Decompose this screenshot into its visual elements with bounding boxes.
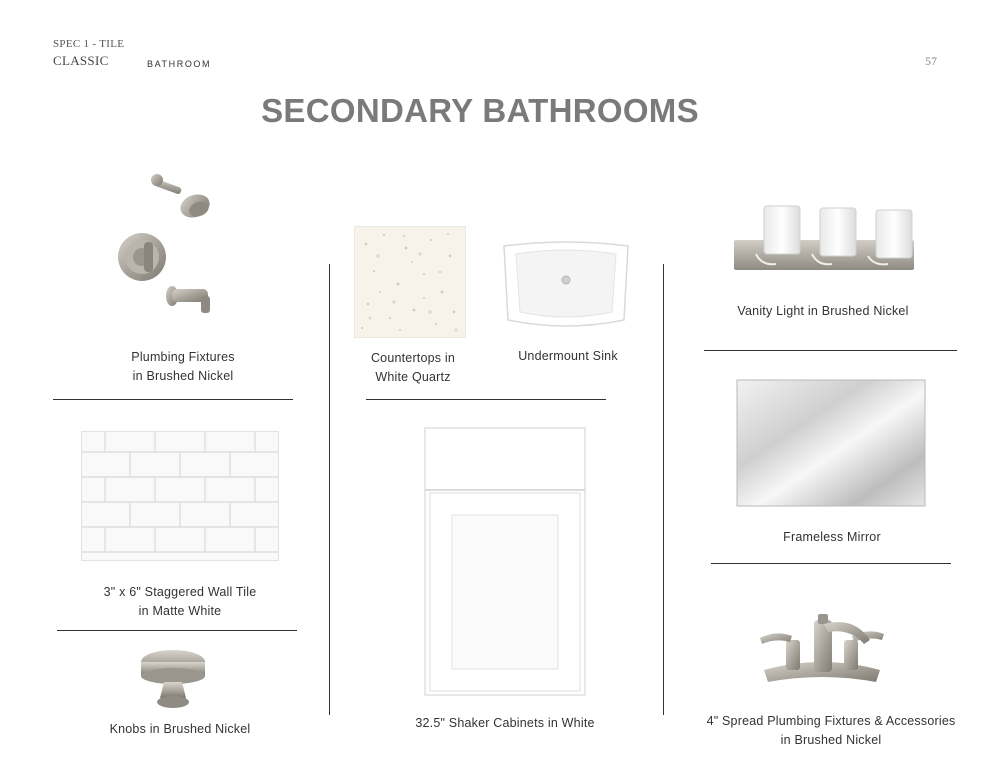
vanity-light-image (732, 204, 916, 278)
faucet-line2: in Brushed Nickel (780, 733, 882, 747)
wall-tile-line2: in Matte White (138, 604, 222, 618)
divider-right (663, 264, 664, 715)
quartz-swatch-image (354, 226, 466, 338)
rule-mirror (711, 563, 951, 564)
faucet-line1: 4" Spread Plumbing Fixtures & Accessories (706, 714, 956, 728)
undermount-sink-image (498, 238, 634, 334)
bathroom-faucet-image (756, 610, 888, 686)
plumbing-fixtures-line1: Plumbing Fixtures (131, 350, 235, 364)
plumbing-fixtures-line2: in Brushed Nickel (132, 369, 234, 383)
rule-vanity-light (704, 350, 957, 351)
frameless-mirror-image (736, 379, 926, 507)
divider-left (329, 264, 330, 715)
cabinets-caption: 32.5" Shaker Cabinets in White (415, 716, 595, 730)
knobs-caption: Knobs in Brushed Nickel (109, 722, 251, 736)
plumbing-fixtures-image (110, 168, 220, 324)
page-title: SECONDARY BATHROOMS (261, 92, 699, 129)
wall-tile-caption (66, 583, 294, 621)
shaker-cabinet-image (424, 427, 586, 697)
mirror-caption: Frameless Mirror (783, 530, 881, 544)
faucet-caption (694, 712, 968, 750)
spec-label: SPEC 1 - TILE (53, 38, 125, 50)
classic-label: CLASSIC (53, 53, 109, 68)
page-number: 57 (925, 54, 937, 68)
category-label: BATHROOM (147, 59, 212, 69)
vanity-light-caption: Vanity Light in Brushed Nickel (737, 304, 909, 318)
plumbing-fixtures-caption (73, 348, 293, 386)
sink-caption: Undermount Sink (518, 349, 618, 363)
rule-countertop (366, 399, 606, 400)
countertops-line2: White Quartz (375, 370, 451, 384)
countertops-caption (346, 349, 480, 387)
countertops-line1: Countertops in (370, 351, 456, 365)
rule-plumbing (53, 399, 293, 400)
cabinet-knob-image (138, 646, 208, 710)
wall-tile-line1: 3" x 6" Staggered Wall Tile (103, 585, 257, 599)
wall-tile-image (81, 431, 279, 561)
rule-wall-tile (57, 630, 297, 631)
